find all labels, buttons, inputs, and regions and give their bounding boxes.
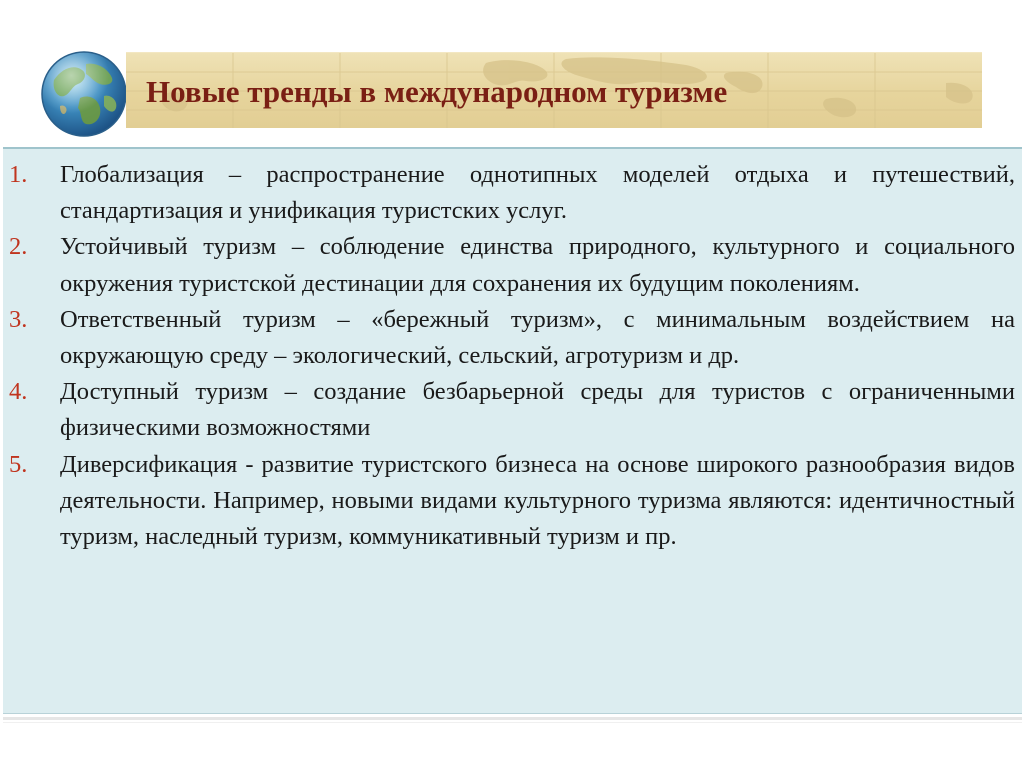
- list-item: [0, 302, 1024, 374]
- list-number: 1.: [9, 161, 28, 188]
- list-item: [0, 229, 1024, 301]
- list-item: [0, 374, 1024, 446]
- list-item: [0, 447, 1024, 556]
- slide-title: Новые тренды в международном туризме: [146, 74, 728, 109]
- list-number: 3.: [9, 305, 28, 333]
- list-item-text: Глобализация – распространение однотипных моделей отдыха и путешествий, стандартизация и унификация туристских услуг.: [60, 161, 1015, 225]
- globe-icon: [40, 50, 128, 138]
- title-banner: [126, 52, 982, 128]
- trends-list: [0, 157, 1024, 555]
- list-item-text: Доступный туризм – создание безбарьерной среды для туристов с ограниченными физическими возможностями: [60, 378, 1015, 442]
- list-item-text: Устойчивый туризм – соблюдение единства природного, культурного и социального окружения туристской дестинации для сохранения их будущим поколениям.: [60, 233, 1015, 297]
- list-number: 5.: [9, 450, 28, 478]
- bottom-divider: [3, 717, 1022, 720]
- list-item: [0, 157, 1024, 229]
- list-number: 2.: [9, 233, 28, 261]
- list-item-text: Ответственный туризм – «бережный туризм», с минимальным воздействием на окружающую среду – экологический, сельский, агротуризм и др.: [60, 305, 1015, 370]
- bottom-divider-thin: [3, 722, 1022, 723]
- list-number: 4.: [9, 378, 28, 406]
- list-item-text: Диверсификация - развитие туристского бизнеса на основе широкого разнообразия видов деятельности. Например, новыми видами культурного туризма являются: идентичностный туризм, наследный туризм, коммуникативный туризм и пр.: [60, 450, 1015, 551]
